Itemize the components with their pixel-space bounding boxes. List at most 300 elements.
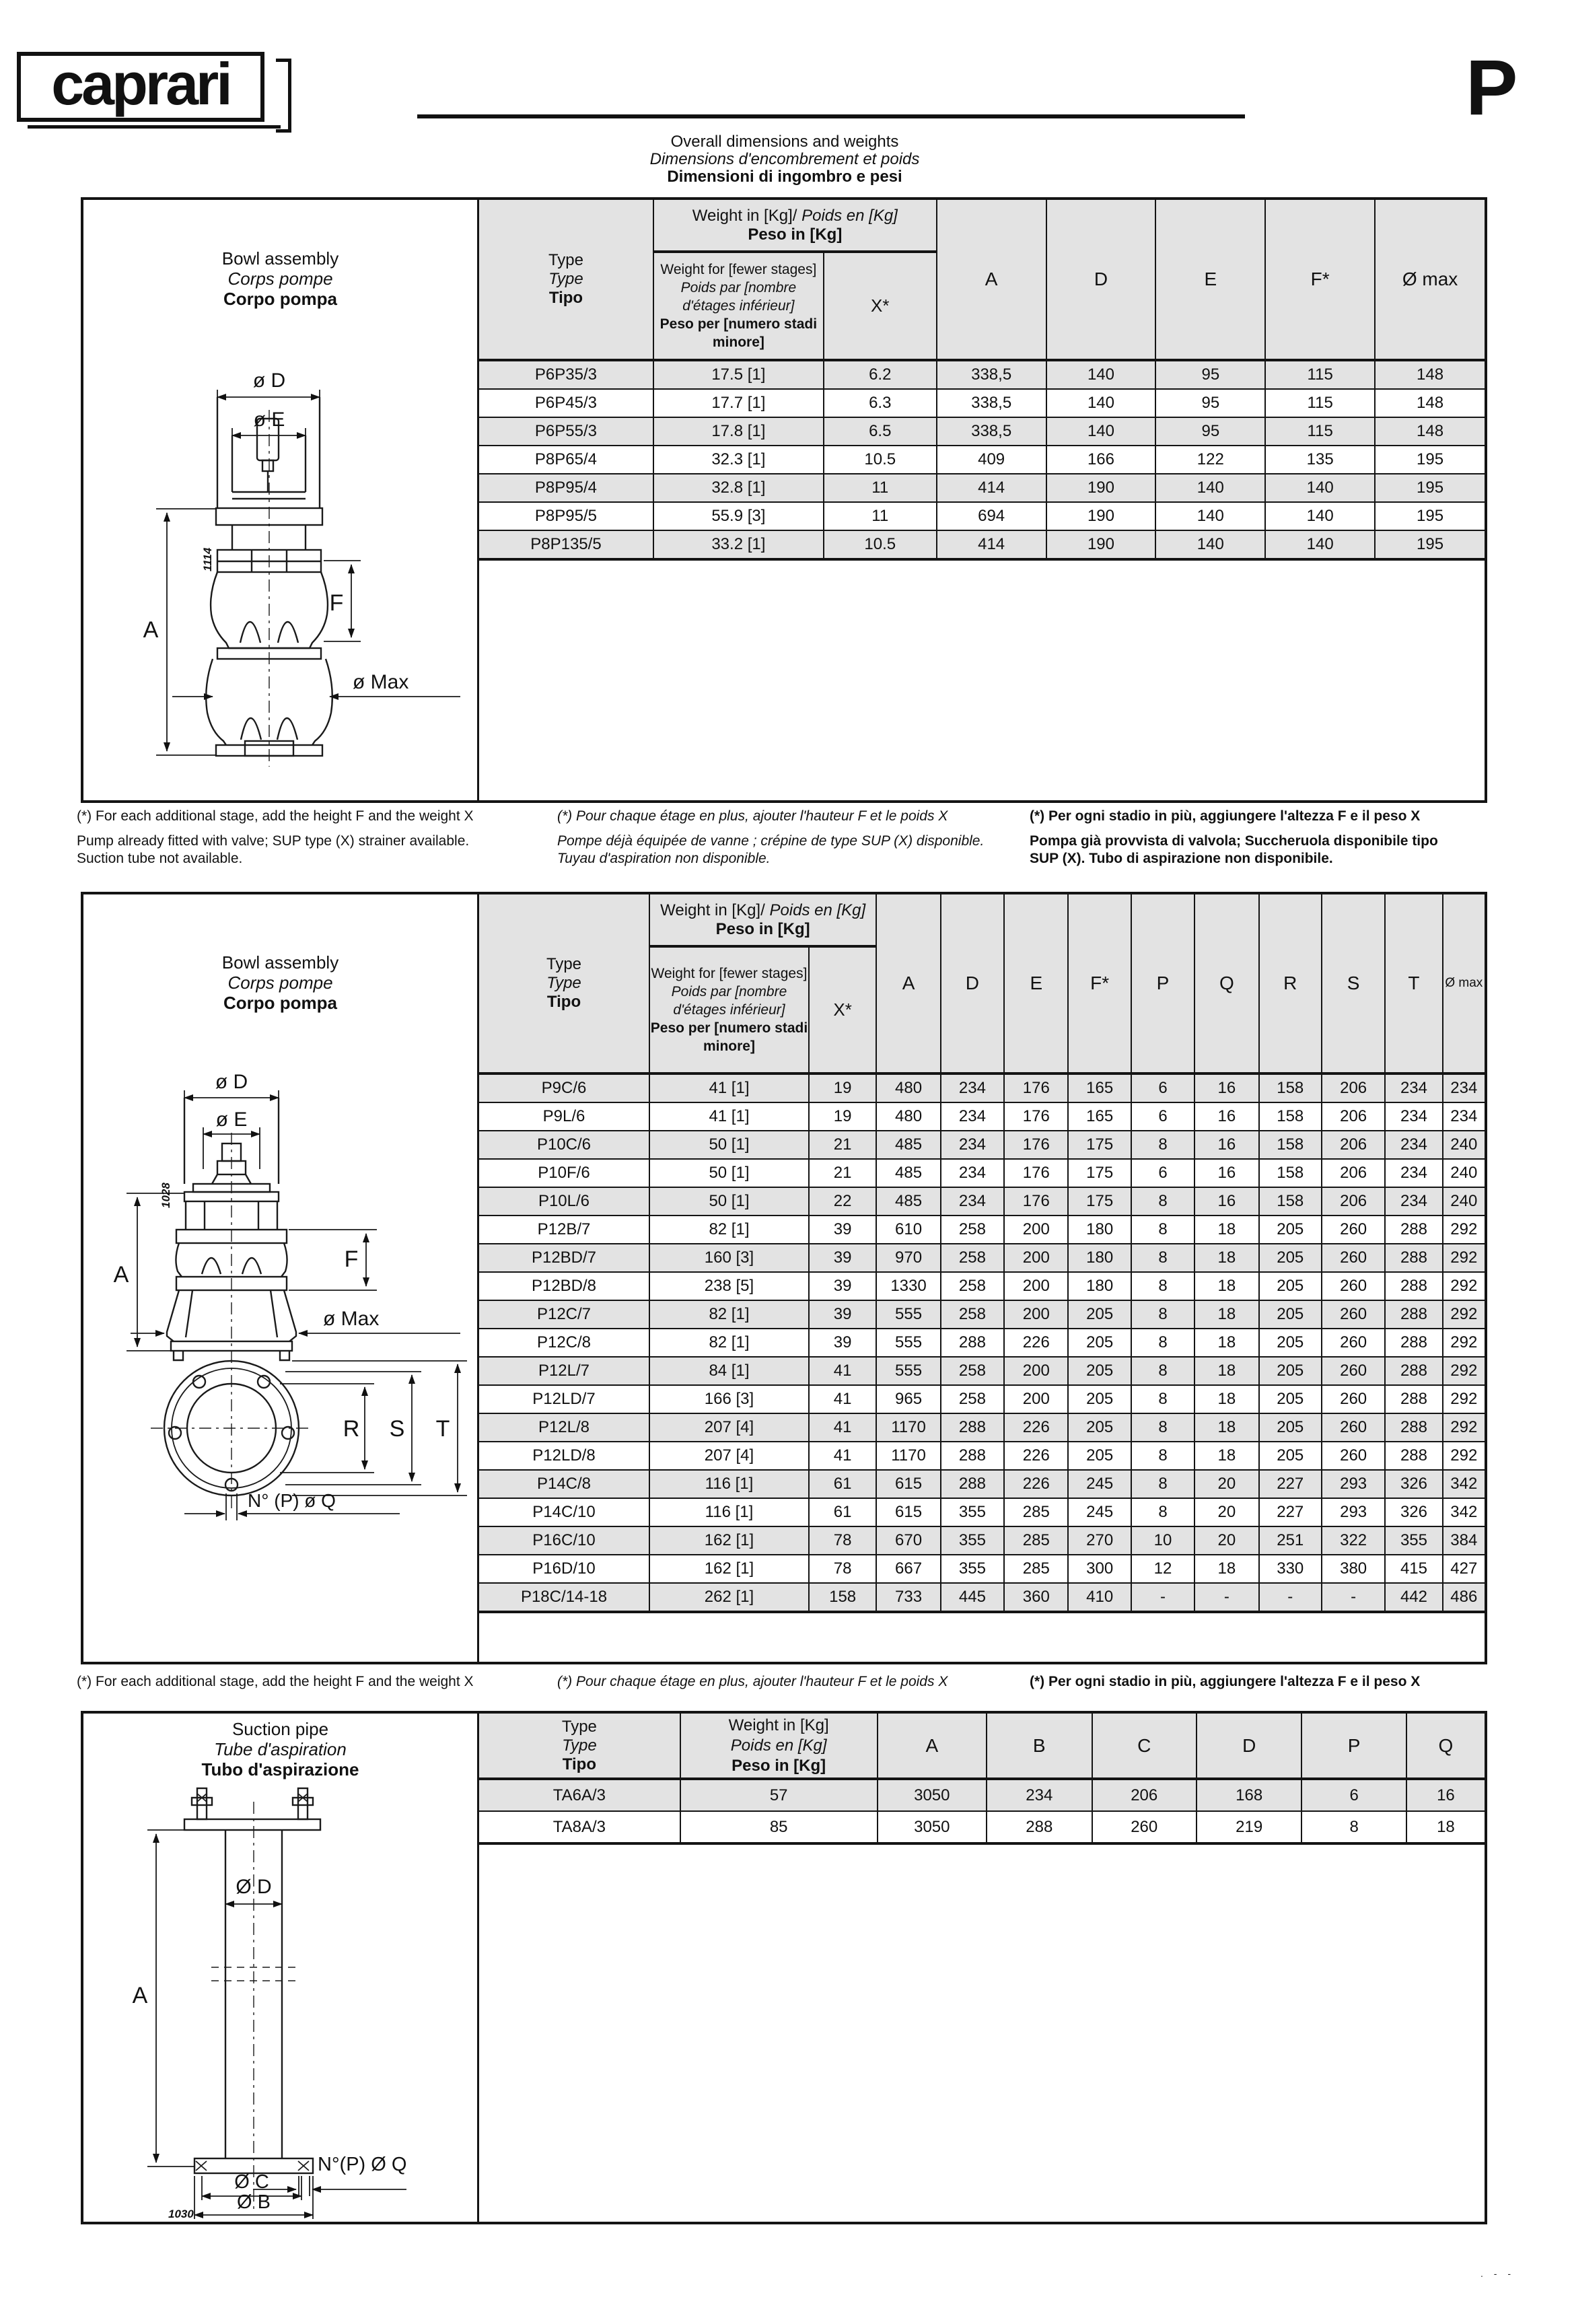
value-cell: 32.3 [1] bbox=[653, 446, 824, 474]
drawing-cell-1 bbox=[83, 200, 479, 800]
value-cell: 205 bbox=[1068, 1442, 1131, 1470]
type-cell: P9C/6 bbox=[479, 1073, 649, 1102]
type-cell: TA8A/3 bbox=[479, 1811, 680, 1843]
value-cell: 200 bbox=[1004, 1216, 1068, 1244]
value-cell: 135 bbox=[1265, 446, 1375, 474]
value-cell: 50 [1] bbox=[649, 1159, 809, 1187]
value-cell: 8 bbox=[1131, 1216, 1194, 1244]
pump-outline-1 bbox=[206, 397, 332, 767]
value-cell: 195 bbox=[1375, 530, 1485, 559]
table-row bbox=[479, 502, 1485, 530]
value-cell: 206 bbox=[1092, 1779, 1197, 1811]
table-3-data-region bbox=[479, 1714, 1485, 2222]
value-cell: 260 bbox=[1322, 1413, 1385, 1442]
value-cell: 19 bbox=[809, 1102, 876, 1131]
suction-pipe-label: Suction pipe Tube d'aspiration Tubo d'aspirazione bbox=[201, 1719, 359, 1780]
dim-label-dia-d: Ø D bbox=[236, 1876, 272, 1898]
value-cell: 207 [4] bbox=[649, 1442, 809, 1470]
value-cell: 970 bbox=[876, 1244, 940, 1272]
dim-label-holes: N°(P) Ø Q bbox=[318, 2154, 407, 2175]
value-cell: 258 bbox=[941, 1272, 1004, 1300]
table-row bbox=[479, 360, 1485, 389]
value-cell: 292 bbox=[1443, 1300, 1485, 1329]
pump-drawing-1 bbox=[83, 360, 479, 799]
table-row bbox=[479, 1357, 1485, 1385]
drawing-ref-number: 1114 bbox=[201, 547, 214, 571]
value-cell: 190 bbox=[1046, 502, 1156, 530]
value-cell: 17.5 [1] bbox=[653, 360, 824, 389]
type-cell: P18C/14-18 bbox=[479, 1583, 649, 1612]
weight-group-header: Weight in [Kg]/ Poids en [Kg] Peso in [Kg] bbox=[653, 200, 937, 252]
type-cell: P12L/8 bbox=[479, 1413, 649, 1442]
value-cell: 148 bbox=[1375, 360, 1485, 389]
value-cell: 288 bbox=[1385, 1413, 1442, 1442]
value-cell: 50 [1] bbox=[649, 1187, 809, 1216]
value-cell: 180 bbox=[1068, 1244, 1131, 1272]
value-cell: 234 bbox=[941, 1187, 1004, 1216]
value-cell: 168 bbox=[1197, 1779, 1301, 1811]
value-cell: 292 bbox=[1443, 1244, 1485, 1272]
value-cell: 342 bbox=[1443, 1498, 1485, 1526]
value-cell: 162 [1] bbox=[649, 1526, 809, 1555]
value-cell: 160 [3] bbox=[649, 1244, 809, 1272]
value-cell: 234 bbox=[1385, 1102, 1442, 1131]
value-cell: 205 bbox=[1068, 1329, 1131, 1357]
col-header-a: A bbox=[937, 200, 1046, 360]
type-cell: P12BD/8 bbox=[479, 1272, 649, 1300]
value-cell: 260 bbox=[1322, 1357, 1385, 1385]
table-row bbox=[479, 1526, 1485, 1555]
col-header-d: D bbox=[941, 894, 1004, 1073]
value-cell: 18 bbox=[1194, 1357, 1258, 1385]
title-it: Dimensioni di ingombro e pesi bbox=[667, 168, 902, 186]
type-cell: P12C/8 bbox=[479, 1329, 649, 1357]
value-cell: 3050 bbox=[878, 1811, 987, 1843]
value-cell: 322 bbox=[1322, 1526, 1385, 1555]
dim-label-holes: N° (P) ø Q bbox=[248, 1490, 336, 1511]
value-cell: 285 bbox=[1004, 1526, 1068, 1555]
value-cell: 6.3 bbox=[824, 389, 937, 417]
header-rule bbox=[417, 114, 1245, 118]
table-row bbox=[479, 1442, 1485, 1470]
value-cell: 6.5 bbox=[824, 417, 937, 446]
value-cell: 175 bbox=[1068, 1187, 1131, 1216]
value-cell: 39 bbox=[809, 1244, 876, 1272]
value-cell: 555 bbox=[876, 1300, 940, 1329]
value-cell: 292 bbox=[1443, 1216, 1485, 1244]
dim-label-dia-d: ø D bbox=[215, 1071, 248, 1093]
value-cell: 480 bbox=[876, 1102, 940, 1131]
value-cell: 288 bbox=[941, 1413, 1004, 1442]
value-cell: 8 bbox=[1131, 1131, 1194, 1159]
value-cell: 18 bbox=[1194, 1413, 1258, 1442]
value-cell: 200 bbox=[1004, 1272, 1068, 1300]
value-cell: 238 [5] bbox=[649, 1272, 809, 1300]
table-row bbox=[479, 1779, 1485, 1811]
value-cell: 292 bbox=[1443, 1272, 1485, 1300]
value-cell: 615 bbox=[876, 1498, 940, 1526]
table-row bbox=[479, 474, 1485, 502]
value-cell: 694 bbox=[937, 502, 1046, 530]
value-cell: 39 bbox=[809, 1272, 876, 1300]
value-cell: 288 bbox=[1385, 1385, 1442, 1413]
value-cell: 11 bbox=[824, 474, 937, 502]
dimensions-3 bbox=[133, 1830, 407, 2220]
table-row bbox=[479, 1413, 1485, 1442]
type-header: Type Type Tipo bbox=[479, 200, 653, 360]
value-cell: 3050 bbox=[878, 1779, 987, 1811]
dim-label-dia-e: ø E bbox=[215, 1108, 248, 1131]
type-header: Type Type Tipo bbox=[479, 894, 649, 1073]
value-cell: 8 bbox=[1301, 1811, 1406, 1843]
value-cell: 355 bbox=[941, 1526, 1004, 1555]
value-cell: 258 bbox=[941, 1244, 1004, 1272]
value-cell: 226 bbox=[1004, 1413, 1068, 1442]
caprari-logo bbox=[17, 52, 264, 122]
drawing-ref-number: 1030 bbox=[168, 2208, 194, 2220]
value-cell: 288 bbox=[1385, 1216, 1442, 1244]
value-cell: 6 bbox=[1301, 1779, 1406, 1811]
col-header-s: S bbox=[1322, 894, 1385, 1073]
dim-label-dia-b: Ø B bbox=[237, 2191, 271, 2213]
table-row bbox=[479, 1498, 1485, 1526]
value-cell: 205 bbox=[1068, 1413, 1131, 1442]
value-cell: 1170 bbox=[876, 1442, 940, 1470]
value-cell: 165 bbox=[1068, 1102, 1131, 1131]
value-cell: 285 bbox=[1004, 1555, 1068, 1583]
value-cell: 615 bbox=[876, 1470, 940, 1498]
col-header-p: P bbox=[1301, 1714, 1406, 1779]
value-cell: 355 bbox=[1385, 1526, 1442, 1555]
value-cell: 95 bbox=[1155, 417, 1265, 446]
value-cell: 414 bbox=[937, 474, 1046, 502]
dim-label-a: A bbox=[132, 1983, 148, 2008]
value-cell: 8 bbox=[1131, 1470, 1194, 1498]
value-cell: 288 bbox=[1385, 1272, 1442, 1300]
value-cell: 292 bbox=[1443, 1413, 1485, 1442]
x-star-header: X* bbox=[809, 946, 876, 1073]
value-cell: 245 bbox=[1068, 1498, 1131, 1526]
col-header-a: A bbox=[876, 894, 940, 1073]
bowl-assembly-table-2 bbox=[81, 892, 1487, 1664]
value-cell: 270 bbox=[1068, 1526, 1131, 1555]
table-3 bbox=[479, 1714, 1485, 1845]
value-cell: 55.9 [3] bbox=[653, 502, 824, 530]
value-cell: 292 bbox=[1443, 1357, 1485, 1385]
table-row bbox=[479, 1470, 1485, 1498]
value-cell: 140 bbox=[1265, 502, 1375, 530]
value-cell: 158 bbox=[1259, 1102, 1322, 1131]
col-header-c: C bbox=[1092, 1714, 1197, 1779]
value-cell: 115 bbox=[1265, 389, 1375, 417]
col-header-diamax: Ø max bbox=[1443, 894, 1485, 1073]
table-row bbox=[479, 1187, 1485, 1216]
table-row bbox=[479, 1300, 1485, 1329]
value-cell: 20 bbox=[1194, 1526, 1258, 1555]
value-cell: 234 bbox=[987, 1779, 1092, 1811]
value-cell: 485 bbox=[876, 1187, 940, 1216]
value-cell: - bbox=[1131, 1583, 1194, 1612]
value-cell: 342 bbox=[1443, 1470, 1485, 1498]
value-cell: 33.2 [1] bbox=[653, 530, 824, 559]
value-cell: 176 bbox=[1004, 1187, 1068, 1216]
value-cell: 338,5 bbox=[937, 360, 1046, 389]
type-cell: P16D/10 bbox=[479, 1555, 649, 1583]
value-cell: 39 bbox=[809, 1216, 876, 1244]
type-cell: TA6A/3 bbox=[479, 1779, 680, 1811]
value-cell: 226 bbox=[1004, 1329, 1068, 1357]
table-row bbox=[479, 417, 1485, 446]
value-cell: 20 bbox=[1194, 1470, 1258, 1498]
value-cell: 140 bbox=[1265, 530, 1375, 559]
type-header: Type Type Tipo bbox=[479, 1714, 680, 1779]
value-cell: 234 bbox=[941, 1073, 1004, 1102]
value-cell: 140 bbox=[1046, 389, 1156, 417]
dim-label-f: F bbox=[329, 590, 344, 616]
value-cell: 39 bbox=[809, 1300, 876, 1329]
value-cell: 260 bbox=[1322, 1272, 1385, 1300]
value-cell: 288 bbox=[941, 1329, 1004, 1357]
value-cell: 32.8 [1] bbox=[653, 474, 824, 502]
table-row bbox=[479, 1385, 1485, 1413]
value-cell: 206 bbox=[1322, 1131, 1385, 1159]
value-cell: 205 bbox=[1259, 1216, 1322, 1244]
suction-pipe-table bbox=[81, 1711, 1487, 2224]
value-cell: 288 bbox=[1385, 1300, 1442, 1329]
value-cell: 78 bbox=[809, 1555, 876, 1583]
table-row bbox=[479, 389, 1485, 417]
value-cell: 300 bbox=[1068, 1555, 1131, 1583]
type-cell: P10F/6 bbox=[479, 1159, 649, 1187]
value-cell: 166 bbox=[1046, 446, 1156, 474]
value-cell: 240 bbox=[1443, 1131, 1485, 1159]
value-cell: 205 bbox=[1259, 1329, 1322, 1357]
value-cell: 288 bbox=[941, 1470, 1004, 1498]
value-cell: 288 bbox=[1385, 1442, 1442, 1470]
value-cell: 292 bbox=[1443, 1385, 1485, 1413]
type-cell: P14C/8 bbox=[479, 1470, 649, 1498]
dim-label-f: F bbox=[344, 1246, 359, 1272]
footnote-2-it: (*) Per ogni stadio in più, aggiungere l'altezza F e il peso X bbox=[1030, 1674, 1421, 1689]
col-header-d: D bbox=[1197, 1714, 1301, 1779]
value-cell: 8 bbox=[1131, 1498, 1194, 1526]
footnote-1-it: (*) Per ogni stadio in più, aggiungere l'altezza F e il peso X Pompa già provvista di valvola; Succheruola disponibile tipo SUP (X). Tubo di aspirazione non disponibile. bbox=[1030, 808, 1438, 866]
weight-group-header: Weight in [Kg]/ Poids en [Kg] Peso in [Kg] bbox=[649, 894, 876, 946]
value-cell: 41 bbox=[809, 1385, 876, 1413]
value-cell: 122 bbox=[1155, 446, 1265, 474]
page-footer-marks: . - - bbox=[1480, 2268, 1515, 2279]
value-cell: 670 bbox=[876, 1526, 940, 1555]
value-cell: 195 bbox=[1375, 474, 1485, 502]
value-cell: 195 bbox=[1375, 446, 1485, 474]
value-cell: 288 bbox=[941, 1442, 1004, 1470]
value-cell: 480 bbox=[876, 1073, 940, 1102]
value-cell: 8 bbox=[1131, 1244, 1194, 1272]
value-cell: 18 bbox=[1194, 1300, 1258, 1329]
type-cell: P12LD/8 bbox=[479, 1442, 649, 1470]
value-cell: 262 [1] bbox=[649, 1583, 809, 1612]
table-row bbox=[479, 1073, 1485, 1102]
value-cell: 200 bbox=[1004, 1357, 1068, 1385]
value-cell: 18 bbox=[1194, 1216, 1258, 1244]
value-cell: 158 bbox=[809, 1583, 876, 1612]
value-cell: 288 bbox=[1385, 1329, 1442, 1357]
value-cell: 39 bbox=[809, 1329, 876, 1357]
value-cell: 234 bbox=[941, 1131, 1004, 1159]
value-cell: 16 bbox=[1194, 1131, 1258, 1159]
value-cell: 16 bbox=[1194, 1073, 1258, 1102]
dim-label-a: A bbox=[143, 617, 159, 643]
value-cell: 205 bbox=[1259, 1385, 1322, 1413]
value-cell: 245 bbox=[1068, 1470, 1131, 1498]
value-cell: 330 bbox=[1259, 1555, 1322, 1583]
value-cell: 16 bbox=[1194, 1159, 1258, 1187]
value-cell: 610 bbox=[876, 1216, 940, 1244]
value-cell: 206 bbox=[1322, 1073, 1385, 1102]
weight-sub-header: Weight for [fewer stages] Poids par [nombre d'étages inférieur] Peso per [numero stadi minore] bbox=[653, 252, 824, 360]
value-cell: 41 bbox=[809, 1413, 876, 1442]
pump-outline-2 bbox=[151, 1098, 312, 1512]
value-cell: 158 bbox=[1259, 1159, 1322, 1187]
type-cell: P8P95/5 bbox=[479, 502, 653, 530]
type-cell: P6P45/3 bbox=[479, 389, 653, 417]
value-cell: 85 bbox=[680, 1811, 878, 1843]
col-header-q: Q bbox=[1194, 894, 1258, 1073]
value-cell: 965 bbox=[876, 1385, 940, 1413]
value-cell: 175 bbox=[1068, 1159, 1131, 1187]
value-cell: 6 bbox=[1131, 1073, 1194, 1102]
value-cell: 409 bbox=[937, 446, 1046, 474]
type-cell: P8P95/4 bbox=[479, 474, 653, 502]
value-cell: 206 bbox=[1322, 1102, 1385, 1131]
value-cell: 445 bbox=[941, 1583, 1004, 1612]
table-row bbox=[479, 1216, 1485, 1244]
value-cell: 293 bbox=[1322, 1498, 1385, 1526]
type-cell: P6P55/3 bbox=[479, 417, 653, 446]
dimensions-1 bbox=[143, 369, 460, 755]
value-cell: 427 bbox=[1443, 1555, 1485, 1583]
value-cell: 260 bbox=[1322, 1216, 1385, 1244]
col-header-t: T bbox=[1385, 894, 1442, 1073]
col-header-r: R bbox=[1259, 894, 1322, 1073]
col-header-q: Q bbox=[1406, 1714, 1485, 1779]
value-cell: 41 bbox=[809, 1357, 876, 1385]
col-header-f: F* bbox=[1265, 200, 1375, 360]
value-cell: 285 bbox=[1004, 1498, 1068, 1526]
value-cell: 17.8 [1] bbox=[653, 417, 824, 446]
value-cell: 21 bbox=[809, 1159, 876, 1187]
table-row bbox=[479, 530, 1485, 559]
value-cell: 158 bbox=[1259, 1131, 1322, 1159]
value-cell: 326 bbox=[1385, 1470, 1442, 1498]
col-header-p: P bbox=[1131, 894, 1194, 1073]
value-cell: 84 [1] bbox=[649, 1357, 809, 1385]
drawing-cell-2 bbox=[83, 894, 479, 1662]
dim-label-dia-e: ø E bbox=[253, 409, 285, 431]
value-cell: 227 bbox=[1259, 1470, 1322, 1498]
value-cell: 288 bbox=[1385, 1244, 1442, 1272]
bowl-assembly-label-2: Bowl assembly Corps pompe Corpo pompa bbox=[221, 952, 339, 1013]
label-it: Corpo pompa bbox=[223, 289, 337, 309]
table-1-data-region bbox=[479, 200, 1485, 800]
table-row bbox=[479, 1159, 1485, 1187]
value-cell: 158 bbox=[1259, 1187, 1322, 1216]
table-row bbox=[479, 1329, 1485, 1357]
footnote-2-en: (*) For each additional stage, add the height F and the weight X bbox=[77, 1674, 474, 1689]
table-row bbox=[479, 1244, 1485, 1272]
col-header-e: E bbox=[1004, 894, 1068, 1073]
value-cell: 18 bbox=[1194, 1272, 1258, 1300]
value-cell: 18 bbox=[1194, 1244, 1258, 1272]
type-cell: P8P65/4 bbox=[479, 446, 653, 474]
value-cell: 41 [1] bbox=[649, 1102, 809, 1131]
value-cell: 326 bbox=[1385, 1498, 1442, 1526]
pump-drawing-2 bbox=[83, 1068, 479, 1660]
value-cell: 240 bbox=[1443, 1159, 1485, 1187]
value-cell: 8 bbox=[1131, 1442, 1194, 1470]
value-cell: 140 bbox=[1155, 474, 1265, 502]
value-cell: 555 bbox=[876, 1357, 940, 1385]
value-cell: 442 bbox=[1385, 1583, 1442, 1612]
value-cell: 260 bbox=[1322, 1244, 1385, 1272]
value-cell: 8 bbox=[1131, 1329, 1194, 1357]
value-cell: 293 bbox=[1322, 1470, 1385, 1498]
value-cell: 19 bbox=[809, 1073, 876, 1102]
logo-wordmark: caprari bbox=[51, 50, 230, 117]
value-cell: 205 bbox=[1259, 1413, 1322, 1442]
pipe-outline bbox=[184, 1788, 320, 2210]
dim-label-dia-d: ø D bbox=[252, 369, 286, 392]
value-cell: 8 bbox=[1131, 1385, 1194, 1413]
table-row bbox=[479, 1131, 1485, 1159]
value-cell: 234 bbox=[1385, 1159, 1442, 1187]
value-cell: 8 bbox=[1131, 1413, 1194, 1442]
value-cell: 158 bbox=[1259, 1073, 1322, 1102]
drawing-ref-number: 1028 bbox=[159, 1183, 172, 1208]
value-cell: 16 bbox=[1194, 1102, 1258, 1131]
value-cell: 260 bbox=[1322, 1442, 1385, 1470]
value-cell: 200 bbox=[1004, 1300, 1068, 1329]
value-cell: 355 bbox=[941, 1555, 1004, 1583]
value-cell: 234 bbox=[1443, 1073, 1485, 1102]
value-cell: 258 bbox=[941, 1216, 1004, 1244]
value-cell: 219 bbox=[1197, 1811, 1301, 1843]
value-cell: 205 bbox=[1259, 1442, 1322, 1470]
value-cell: 355 bbox=[941, 1498, 1004, 1526]
value-cell: - bbox=[1322, 1583, 1385, 1612]
col-header-a: A bbox=[878, 1714, 987, 1779]
title-fr: Dimensions d'encombrement et poids bbox=[649, 150, 920, 168]
value-cell: 733 bbox=[876, 1583, 940, 1612]
value-cell: 258 bbox=[941, 1385, 1004, 1413]
value-cell: 205 bbox=[1068, 1300, 1131, 1329]
footnote-1-fr: (*) Pour chaque étage en plus, ajouter l'hauteur F et le poids X Pompe déjà équipée de vanne ; crépine de type SUP (X) disponible. Tuyau d'aspiration non disponible. bbox=[557, 808, 985, 866]
value-cell: 205 bbox=[1068, 1385, 1131, 1413]
value-cell: 415 bbox=[1385, 1555, 1442, 1583]
value-cell: 555 bbox=[876, 1329, 940, 1357]
value-cell: 207 [4] bbox=[649, 1413, 809, 1442]
value-cell: 18 bbox=[1194, 1442, 1258, 1470]
dimensions-2 bbox=[114, 1071, 467, 1520]
type-cell: P8P135/5 bbox=[479, 530, 653, 559]
footnote-2-fr: (*) Pour chaque étage en plus, ajouter l'hauteur F et le poids X bbox=[557, 1674, 948, 1689]
table-row bbox=[479, 1583, 1485, 1612]
dim-label-dia-max: ø Max bbox=[323, 1308, 380, 1330]
value-cell: 165 bbox=[1068, 1073, 1131, 1102]
value-cell: 260 bbox=[1092, 1811, 1197, 1843]
value-cell: 180 bbox=[1068, 1272, 1131, 1300]
table-2 bbox=[479, 894, 1485, 1613]
